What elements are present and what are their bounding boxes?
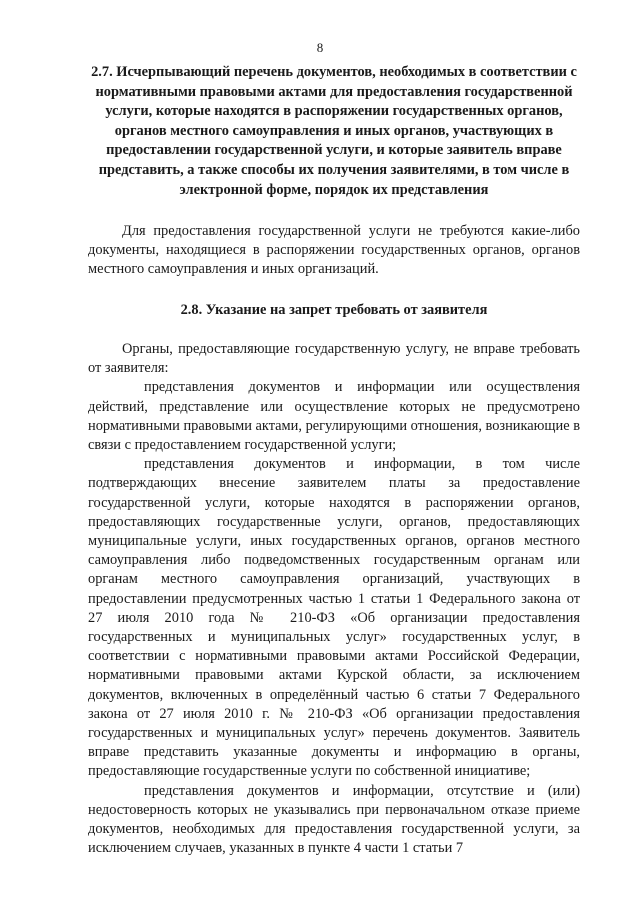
section-2-8-title: 2.8. Указание на запрет требовать от заявителя: [180, 302, 488, 318]
page-number: 8: [316, 40, 324, 55]
section-2-7-title: 2.7. Исчерпывающий перечень документов, необходимых в соответствии с нормативными правовыми актами для предоставления государственной услуги, которые находятся в распоряжении государственных органов, органов местного самоуправления и иных органов, участвующих в предоставлении государственной услуги, и которые заявитель вправе представить, а также способы их получения заявителями, в том числе в электронной форме, порядок их представления: [91, 64, 577, 198]
section-2-8-item-3: представления документов и информации, отсутствие и (или) недостоверность которых не указывались при первоначальном отказе приеме документов, необходимых для предоставления государственной услуги, за исключением случаев, указанных в пункте 4 части 1 статьи 7: [88, 782, 580, 857]
section-2-7-paragraph: Для предоставления государственной услуги не требуются какие-либо документы, находящиеся в распоряжении государственных органов, органов местного самоуправления и иных организаций.: [88, 223, 580, 278]
section-2-8-item-1: представления документов и информации или осуществления действий, представление или осуществление которых не предусмотрено нормативными правовыми актами, регулирующими отношения, возникающие в связи с предоставлением государственной услуги;: [88, 379, 580, 454]
section-2-8-body: [88, 340, 580, 858]
section-2-8-intro: Органы, предоставляющие государственную услугу, не вправе требовать от заявителя:: [88, 341, 580, 377]
section-2-7-body: [88, 222, 580, 280]
section-2-8-item-2: представления документов и информации, в том числе подтверждающих внесение заявителем платы за предоставление государственной услуги, которые находятся в распоряжении органов, предоставляющих государственные услуги, органов, предоставляющих муниципальные услуги, иных государственных органов, органов местного самоуправления либо подведомственных государственным органам или органам местного самоуправления организаций, участвующих в предоставлении предусмотренных частью 1 статьи 1 Федерального закона от 27 июля 2010 года № 210-ФЗ «Об организации предоставления государственных и муниципальных услуг» государственных услуг, в соответствии с нормативными правовыми актами Российской Федерации, нормативными правовыми актами Курской области, за исключением документов, включенных в определённый частью 6 статьи 7 Федерального закона от 27 июля 2010 г. № 210-ФЗ «Об организации предоставления государственных и муниципальных услуг» перечень документов. Заявитель вправе представить указанные документы и информацию в органы, предоставляющие государственные услуги по собственной инициативе;: [88, 456, 580, 780]
